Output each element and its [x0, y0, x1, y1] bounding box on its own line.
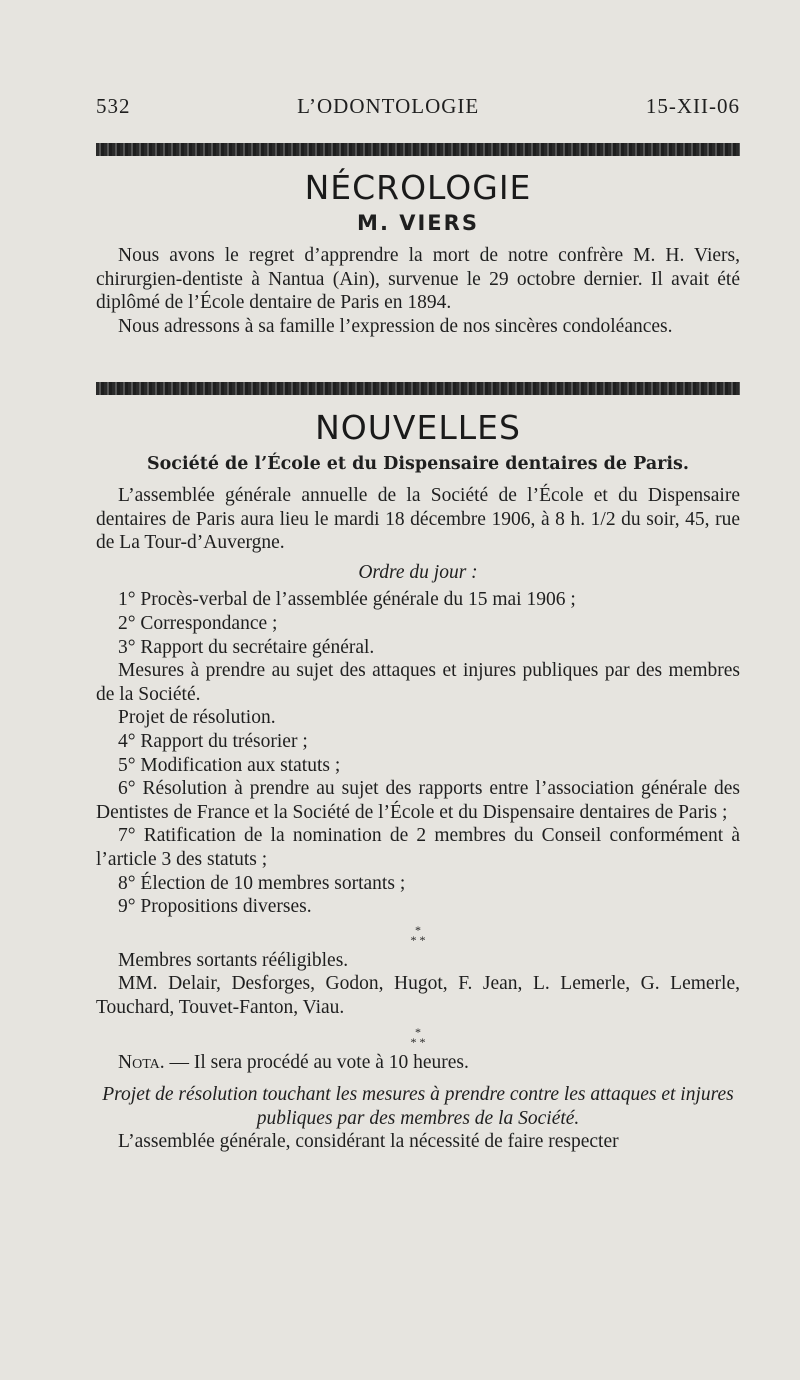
society-heading: Société de l’École et du Dispensaire dentaires de Paris.: [147, 454, 689, 474]
nouvelles-body: [96, 484, 740, 1154]
projet-line: Projet de résolution.: [118, 707, 276, 729]
agenda-item: 2° Correspondance ;: [118, 612, 278, 634]
asterism-bottom: * *: [410, 932, 426, 947]
agenda-item: 1° Procès-verbal de l’assemblée générale du 15 mai 1906 ;: [118, 589, 576, 611]
necrologie-paragraph-1: Nous avons le regret d’apprendre la mort de notre confrère M. H. Viers, chirurgien-dentiste à Nantua (Ain), survenue le 29 octobre dernier. Il avait été diplômé de l’École dentaire de Paris en 1894.: [96, 245, 740, 314]
projet-resolution-title: Projet de résolution touchant les mesures à prendre contre les attaques et injures publiques par des membres de la Société.: [102, 1084, 734, 1129]
page-number: 532: [96, 94, 131, 118]
assembly-intro: L’assemblée générale annuelle de la Société de l’École et du Dispensaire dentaires de Paris aura lieu le mardi 18 décembre 1906, à 8 h. 1/2 du soir, 45, rue de La Tour-d’Auvergne.: [96, 485, 740, 554]
running-header: [96, 94, 740, 119]
necrologie-body: [96, 244, 740, 338]
asterism-top: *: [415, 922, 421, 937]
agenda-item: 7° Ratification de la nomination de 2 membres du Conseil conformément à l’article 3 des statuts ;: [96, 825, 740, 870]
final-paragraph: L’assemblée générale, considérant la nécessité de faire respecter: [118, 1131, 619, 1153]
agenda-item: 4° Rapport du trésorier ;: [118, 730, 308, 752]
ordre-du-jour-title: Ordre du jour :: [358, 561, 478, 583]
asterism-bottom: * *: [410, 1035, 426, 1050]
journal-title: L’ODONTOLOGIE: [297, 94, 480, 118]
agenda-item: 8° Élection de 10 membres sortants ;: [118, 872, 406, 894]
agenda-item: 6° Résolution à prendre au sujet des rapports entre l’association générale des Dentistes de France et la Société de l’École et du Dispensaire dentaires de Paris ;: [96, 778, 740, 823]
membres-list: MM. Delair, Desforges, Godon, Hugot, F. Jean, L. Lemerle, G. Lemerle, Touchard, Touvet-Fanton, Viau.: [96, 973, 740, 1018]
asterism-1: [96, 922, 740, 947]
agenda-item: 9° Propositions diverses.: [118, 896, 312, 918]
nouvelles-title: NOUVELLES: [315, 408, 521, 447]
asterism-2: [96, 1025, 740, 1050]
necrologie-title: NÉCROLOGIE: [304, 168, 532, 207]
necrologie-subject: M. VIERS: [357, 211, 479, 235]
necrologie-paragraph-2: Nous adressons à sa famille l’expression de nos sincères condoléances.: [118, 315, 673, 337]
mesures-paragraph: Mesures à prendre au sujet des attaques et injures publiques par des membres de la Société.: [96, 660, 740, 705]
nota-text: — Il sera procédé au vote à 10 heures.: [164, 1052, 469, 1074]
ornamental-rule-top: [96, 143, 740, 156]
agenda-item: 5° Modification aux statuts ;: [118, 754, 341, 776]
issue-date: 15-XII-06: [645, 94, 740, 118]
asterism-top: *: [415, 1025, 421, 1040]
nota-label: Nota.: [118, 1052, 165, 1074]
membres-title: Membres sortants rééligibles.: [118, 949, 349, 971]
nota-line: [96, 1051, 740, 1075]
ornamental-rule-middle: [96, 382, 740, 395]
agenda-item: 3° Rapport du secrétaire général.: [118, 636, 375, 658]
